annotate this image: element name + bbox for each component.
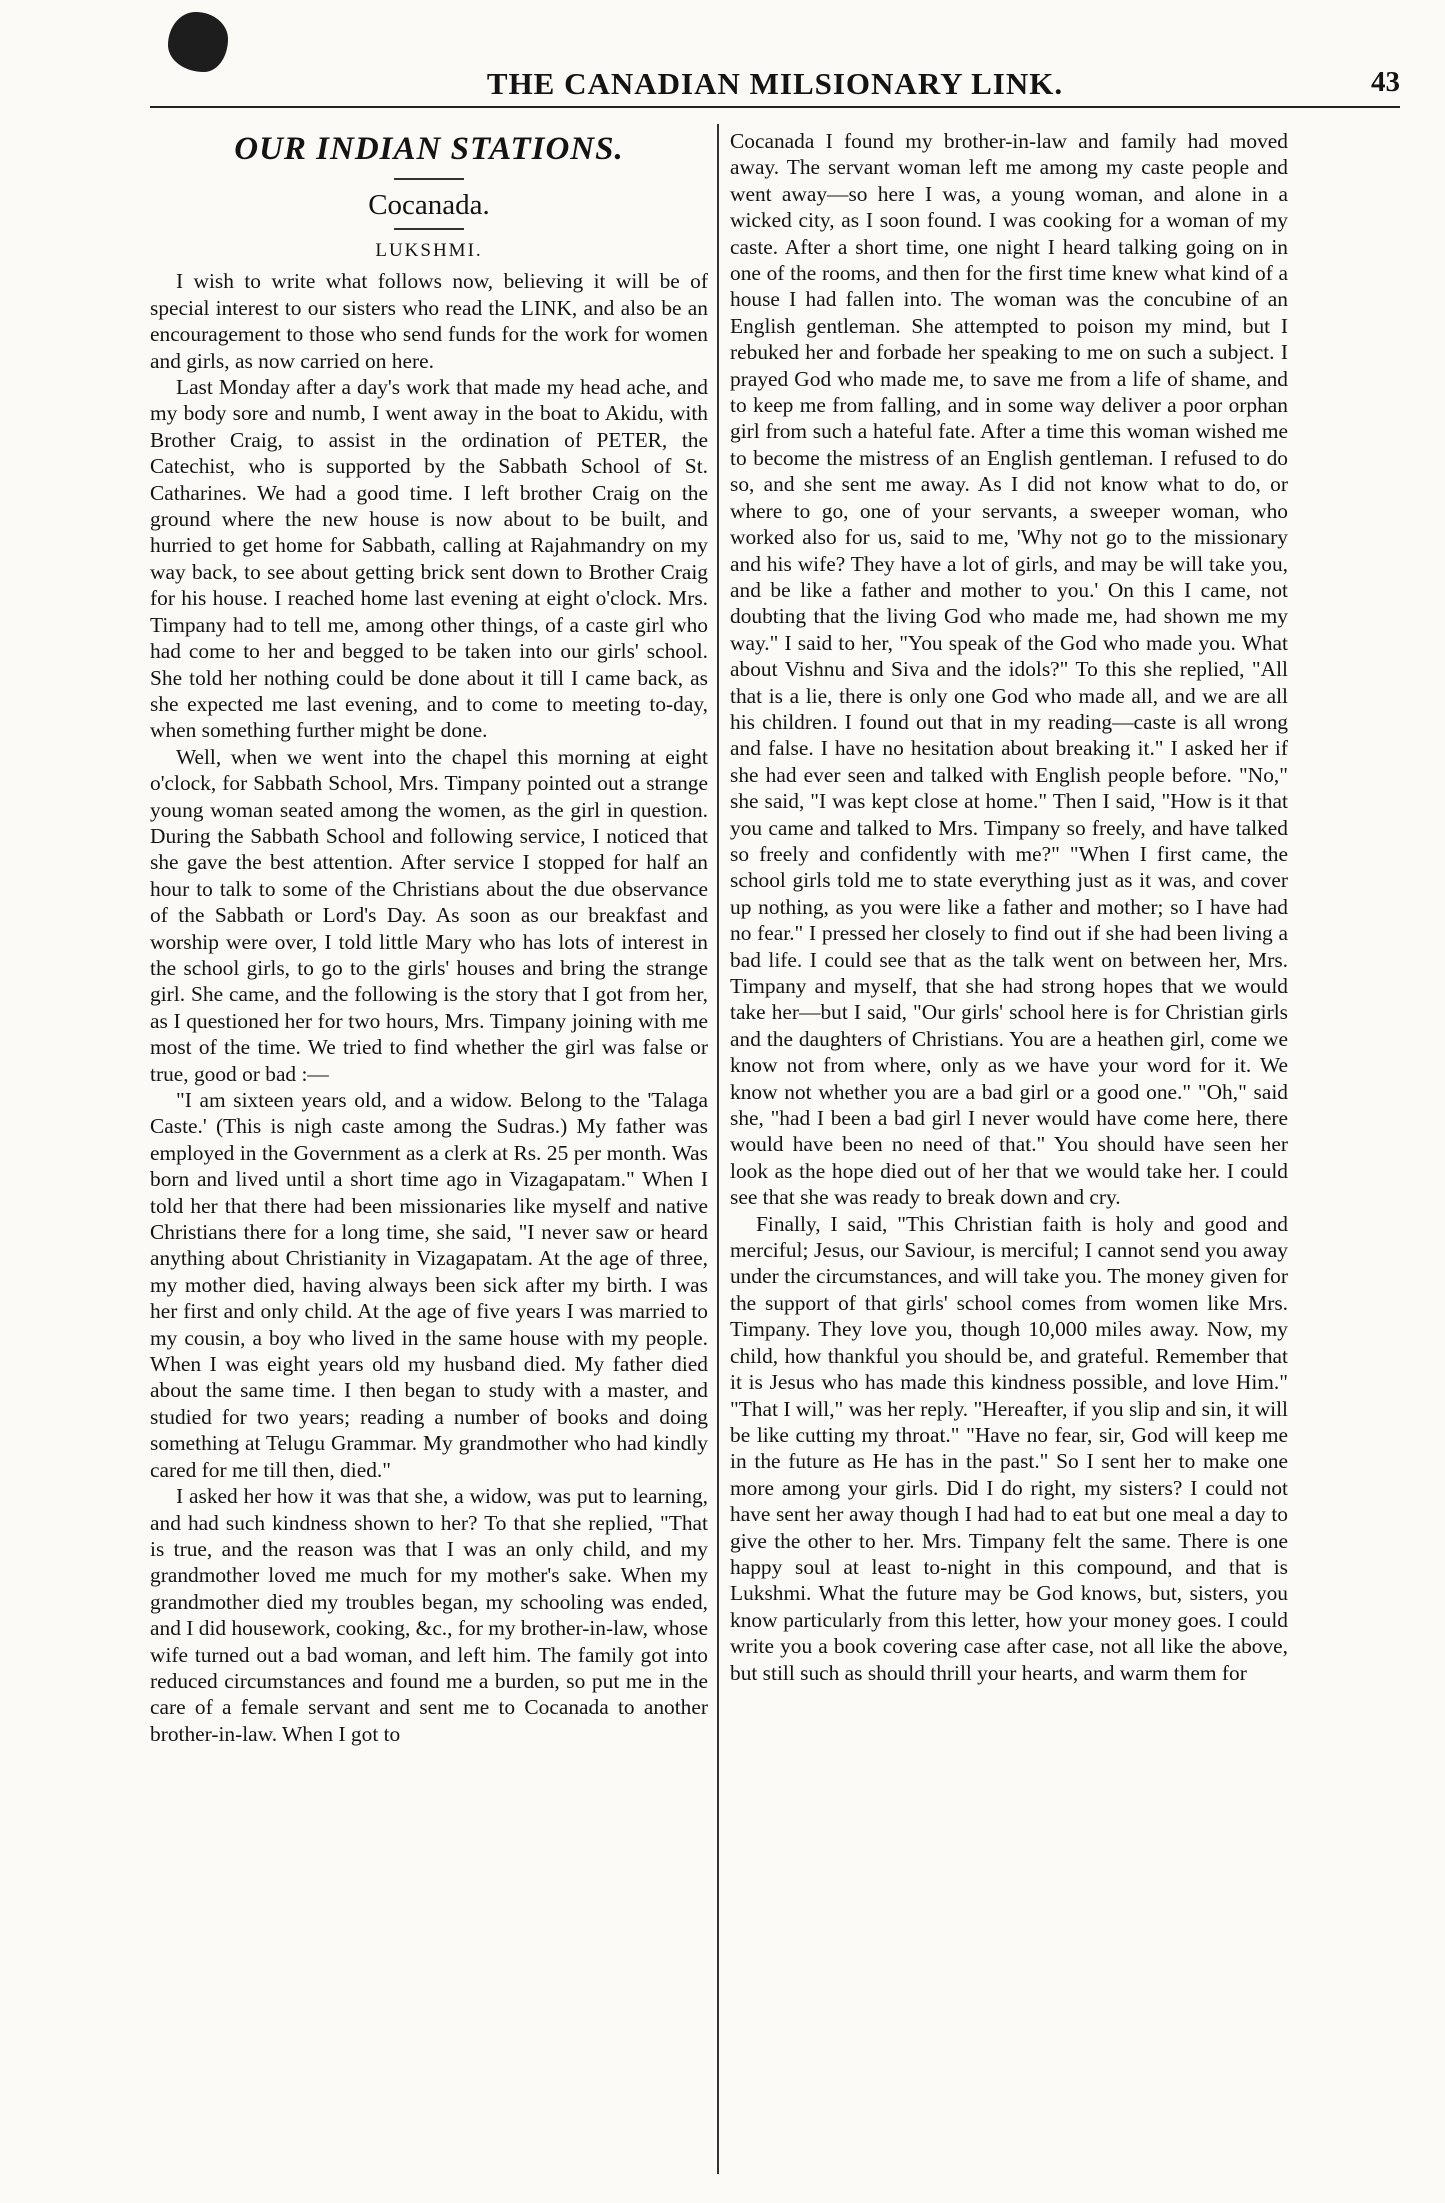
masthead-title: THE CANADIAN MILSIONARY LINK. — [486, 66, 1064, 101]
page-number: 43 — [1371, 66, 1400, 98]
paragraph: I wish to write what follows now, believing it will be of special interest to our sisters who read the LINK, and also be an encouragement to those who send funds for the work for women and girls, as now carried on here. — [150, 269, 708, 373]
article-title: OUR INDIAN STATIONS. — [234, 131, 624, 167]
page-header — [150, 60, 1400, 108]
paragraph: Well, when we went into the chapel this morning at eight o'clock, for Sabbath School, Mrs. Timpany pointed out a strange young woman seated among the women, as the girl in question. During the Sabbath School and following service, I noticed that she gave the best attention. After service I stopped for half an hour to talk to some of the Christians about the due observance of the Sabbath or Lord's Day. As soon as our breakfast and worship were over, I told little Mary who has lots of interest in the school girls, to go to the girls' houses and bring the strange girl. She came, and the following is the story that I got from her, as I questioned her for two hours, Mrs. Timpany joining with me most of the time. We tried to find whether the girl was false or true, good or bad :— — [150, 744, 708, 1086]
right-column — [730, 128, 1288, 1686]
title-rule — [394, 178, 464, 180]
paragraph: Last Monday after a day's work that made my head ache, and my body sore and numb, I went away in the boat to Akidu, with Brother Craig, to assist in the ordination of PETER, the Catechist, who is supported by the Sabbath School of St. Catharines. We had a good time. I left brother Craig on the ground where the new house is now about to be built, and hurried to get home for Sabbath, calling at Rajahmandry on my way back, to see about getting brick sent down to Brother Craig for his house. I reached home last evening at eight o'clock. Mrs. Timpany had to tell me, among other things, of a caste girl who had come to her and begged to be taken into our girls' school. She told her nothing could be done about it till I came back, as she expected me last evening, and to come to meeting to-day, when something further might be done. — [150, 375, 708, 743]
column-divider — [717, 124, 719, 2174]
paragraph: Cocanada I found my brother-in-law and family had moved away. The servant woman left me among my caste people and went away—so here I was, a young woman, and alone in a wicked city, as I soon found. I was cooking for a woman of my caste. After a short time, one night I heard talking going on in one of the rooms, and then for the first time knew what kind of a house I had fallen into. The woman was the concubine of an English gentleman. She attempted to poison my mind, but I rebuked her and forbade her speaking to me on such a subject. I prayed God who made me, to save me from a life of shame, and to keep me from falling, and in some way deliver a poor orphan girl from such a hateful fate. After a time this woman wished me to become the mistress of an English gentleman. I refused to do so, and she sent me away. As I did not know what to do, or where to go, one of your servants, a sweeper woman, who worked also for us, said to me, 'Why not go to the missionary and his wife? They have a lot of girls, and may be will take you, and be like a father and mother to you.' On this I came, not doubting that the living God who made me, had shown me my way." I said to her, "You speak of the God who made you. What about Vishnu and Siva and the idols?" To this she replied, "All that is a lie, there is only one God who made all, and we are all his children. I found out that in my reading—caste is all wrong and false. I have no hesitation about breaking it." I asked her if she had ever seen and talked with English people before. "No," she said, "I was kept close at home." Then I said, "How is it that you came and talked to Mrs. Timpany so freely, and have talked so freely and confidently with me?" "When I first came, the school girls told me to state everything just as it was, and cover up nothing, as you were like a father and mother; so I have had no fear." I pressed her closely to find out if she had been living a bad life. I could see that as the talk went on between her, Mrs. Timpany and myself, that she had strong hopes that we would take her—but I said, "Our girls' school here is for Christian girls and the daughters of Christians. You are a heathen girl, come we know not from where, only as we have your word for it. We know not whether you are a bad girl or a good one." "Oh," said she, "had I been a bad girl I never would have come here, there would have been no need of that." You should have seen her look as the hope died out of her that we would take her. I could see that she was ready to break down and cry. — [730, 129, 1288, 1210]
article-location: Cocanada. — [368, 189, 490, 221]
paragraph: Finally, I said, "This Christian faith is holy and good and merciful; Jesus, our Saviour, is merciful; I cannot send you away under the circumstances, and will take you. The money given for the support of that girls' school comes from women like Mrs. Timpany. They love you, though 10,000 miles away. Now, my child, how thankful you should be, and grateful. Remember that it is Jesus who has made this kindness possible, and love Him." "That I will," was her reply. "Hereafter, if you slip and sin, it will be like cutting my throat." "Have no fear, sir, God will keep me in the future as He has in the past." So I sent her to make one more among your girls. Did I do right, my sisters? I could not have sent her away though I had had to eat but one meal a day to give the other to her. Mrs. Timpany felt the same. There is one happy soul at least to-night in this compound, and that is Lukshmi. What the future may be God knows, but, sisters, you know particularly from this letter, how your money goes. I could write you a book covering case after case, not all like the above, but still such as should thrill your hearts, and warm them for — [730, 1211, 1288, 1685]
location-rule — [394, 228, 464, 230]
left-column — [150, 128, 708, 1747]
paragraph: I asked her how it was that she, a widow, was put to learning, and had such kindness shown to her? To that she replied, "That is true, and the reason was that I was an only child, and my grandmother loved me much for my mother's sake. When my grandmother died my troubles began, my schooling was ended, and I did housework, cooking, &c., for my brother-in-law, whose wife turned out a bad woman, and left him. The family got into reduced circumstances and found me a burden, so put me in the care of a female servant and sent me to Cocanada to another brother-in-law. When I got to — [150, 1484, 708, 1746]
article-byline: LUKSHMI. — [375, 240, 483, 261]
paragraph: "I am sixteen years old, and a widow. Belong to the 'Talaga Caste.' (This is nigh caste among the Sudras.) My father was employed in the Government as a clerk at Rs. 25 per month. Was born and lived until a short time ago in Vizagapatam." When I told her that there had been missionaries like myself and native Christians there for a long time, she said, "I never saw or heard anything about Christianity in Vizagapatam. At the age of three, my mother died, having always been sick after my birth. I was her first and only child. At the age of five years I was married to my cousin, a boy who lived in the same house with my people. When I was eight years old my husband died. My father died about the same time. I then began to study with a master, and studied for two years; reading a number of books and doing something at Telugu Grammar. My grandmother who had kindly cared for me till then, died." — [150, 1088, 708, 1482]
